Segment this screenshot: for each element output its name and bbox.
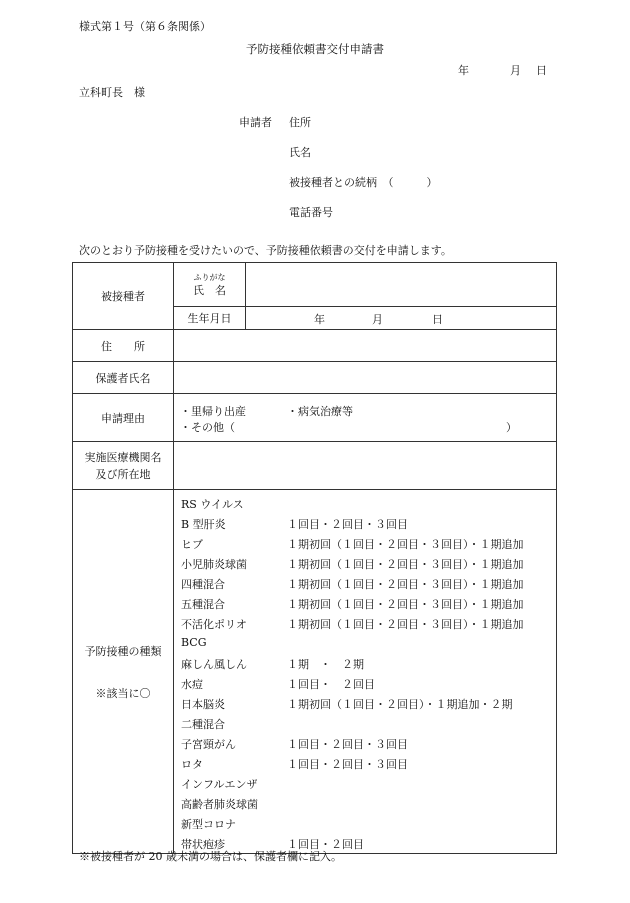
- vaccine-item[interactable]: [174, 533, 556, 553]
- address-label: 住 所: [73, 330, 174, 362]
- date-day-label: 日: [536, 64, 547, 77]
- vaccine-item[interactable]: [174, 813, 556, 833]
- vaccine-name[interactable]: RS ウイルス: [181, 498, 244, 511]
- vaccine-name[interactable]: 高齢者肺炎球菌: [181, 798, 258, 811]
- reason-label: 申請理由: [73, 394, 174, 442]
- applicant-address-label: 住所: [289, 116, 311, 129]
- intro-text: 次のとおり予防接種を受けたいので、予防接種依頼書の交付を申請します。: [79, 244, 452, 257]
- vaccine-name[interactable]: 五種混合: [181, 598, 225, 611]
- reason-other[interactable]: ・その他（: [180, 420, 235, 434]
- vaccine-name[interactable]: 麻しん風しん: [181, 658, 247, 671]
- vaccine-row: [73, 490, 557, 854]
- vaccine-item[interactable]: [174, 573, 556, 593]
- birth-year-label: 年: [314, 313, 325, 326]
- vaccine-name[interactable]: 四種混合: [181, 578, 225, 591]
- reason-hometown-birth[interactable]: ・里帰り出産: [180, 404, 246, 418]
- vaccine-item[interactable]: [174, 493, 556, 513]
- name-label-cell: [174, 263, 246, 307]
- address-row: [73, 330, 557, 362]
- vaccine-doses[interactable]: １回目・２回目・３回目: [287, 738, 408, 751]
- facility-label-line2: 及び所在地: [95, 467, 151, 481]
- vaccine-name[interactable]: ロタ: [181, 758, 203, 771]
- applicant-label: 申請者: [239, 116, 272, 129]
- guardian-field[interactable]: [174, 362, 557, 394]
- vaccine-doses[interactable]: １回目・ ２回目: [287, 678, 375, 691]
- vaccine-name[interactable]: BCG: [181, 636, 207, 649]
- vaccine-select-note: ※該当に〇: [95, 686, 151, 700]
- vaccine-name[interactable]: 日本脳炎: [181, 698, 225, 711]
- vaccine-doses[interactable]: １期初回（１回目・２回目・３回目）・１期追加: [287, 538, 524, 551]
- form-number: 様式第１号（第６条関係）: [79, 20, 211, 33]
- vaccine-name[interactable]: インフルエンザ: [181, 778, 258, 791]
- vaccine-item[interactable]: [174, 553, 556, 573]
- vaccine-name[interactable]: B 型肝炎: [181, 518, 226, 531]
- recipient-name-row: [73, 263, 557, 307]
- vaccine-item[interactable]: [174, 713, 556, 733]
- facility-field[interactable]: [174, 442, 557, 490]
- vaccine-item[interactable]: [174, 733, 556, 753]
- reason-other-close: ）: [506, 420, 517, 434]
- vaccine-doses[interactable]: １期 ・ ２期: [287, 658, 364, 671]
- applicant-phone-label: 電話番号: [289, 206, 333, 219]
- vaccine-item[interactable]: [174, 633, 556, 653]
- vaccine-item[interactable]: [174, 593, 556, 613]
- vaccine-name[interactable]: 小児肺炎球菌: [181, 558, 247, 571]
- vaccine-doses[interactable]: １期初回（１回目・２回目）・１期追加・２期: [287, 698, 513, 711]
- vaccine-item[interactable]: [174, 773, 556, 793]
- vaccine-name[interactable]: 水痘: [181, 678, 203, 691]
- name-label: 氏 名: [193, 283, 226, 297]
- vaccine-name[interactable]: 帯状疱疹: [181, 838, 225, 851]
- vaccine-doses[interactable]: １期初回（１回目・２回目・３回目）・１期追加: [287, 578, 524, 591]
- vaccine-doses[interactable]: １期初回（１回目・２回目・３回目）・１期追加: [287, 618, 524, 631]
- vaccine-item[interactable]: [174, 753, 556, 773]
- reason-row: [73, 394, 557, 442]
- date-year-label: 年: [458, 64, 469, 77]
- reason-options: [174, 394, 557, 442]
- reason-illness-treatment[interactable]: ・病気治療等: [287, 404, 353, 418]
- furigana-label: ふりがな: [193, 272, 226, 282]
- applicant-name-label: 氏名: [289, 146, 311, 159]
- vaccine-name[interactable]: 新型コロナ: [181, 818, 236, 831]
- vaccine-item[interactable]: [174, 613, 556, 633]
- vaccine-name[interactable]: 子宮頸がん: [181, 738, 236, 751]
- vaccine-doses[interactable]: １回目・２回目・３回目: [287, 758, 408, 771]
- guardian-row: [73, 362, 557, 394]
- applicant-relationship-label: 被接種者との続柄 （ ）: [289, 176, 438, 189]
- guardian-label: 保護者氏名: [73, 362, 174, 394]
- vaccine-list-body: [174, 493, 556, 853]
- addressee: 立科町長 様: [79, 86, 145, 99]
- document-title: 予防接種依頼書交付申請書: [246, 42, 384, 56]
- vaccine-name[interactable]: 不活化ポリオ: [181, 618, 247, 631]
- vaccine-list: [174, 490, 557, 854]
- vaccine-item[interactable]: [174, 793, 556, 813]
- birth-month-label: 月: [372, 313, 383, 326]
- vaccine-doses[interactable]: １期初回（１回目・２回目・３回目）・１期追加: [287, 558, 524, 571]
- recipient-name-field[interactable]: [246, 263, 557, 307]
- vaccine-doses[interactable]: １回目・２回目: [287, 838, 364, 851]
- application-table: [72, 262, 557, 854]
- facility-label-line1: 実施医療機関名: [84, 450, 162, 464]
- facility-row: [73, 442, 557, 490]
- birthdate-label: 生年月日: [174, 307, 246, 330]
- vaccine-type-label: [73, 490, 174, 854]
- vaccine-item[interactable]: [174, 693, 556, 713]
- vaccine-item[interactable]: [174, 513, 556, 533]
- recipient-label: 被接種者: [73, 263, 174, 330]
- vaccine-item[interactable]: [174, 673, 556, 693]
- birth-day-label: 日: [432, 313, 443, 326]
- vaccine-doses[interactable]: １回目・２回目・３回目: [287, 518, 408, 531]
- vaccine-type-title: 予防接種の種類: [84, 644, 162, 658]
- vaccine-name[interactable]: 二種混合: [181, 718, 225, 731]
- vaccine-name[interactable]: ヒブ: [181, 538, 203, 551]
- date-month-label: 月: [510, 64, 521, 77]
- facility-label: [73, 442, 174, 490]
- vaccine-doses[interactable]: １期初回（１回目・２回目・３回目）・１期追加: [287, 598, 524, 611]
- address-field[interactable]: [174, 330, 557, 362]
- footnote: ※被接種者が 20 歳未満の場合は、保護者欄に記入。: [79, 850, 342, 863]
- birthdate-field[interactable]: [246, 307, 557, 330]
- vaccine-item[interactable]: [174, 653, 556, 673]
